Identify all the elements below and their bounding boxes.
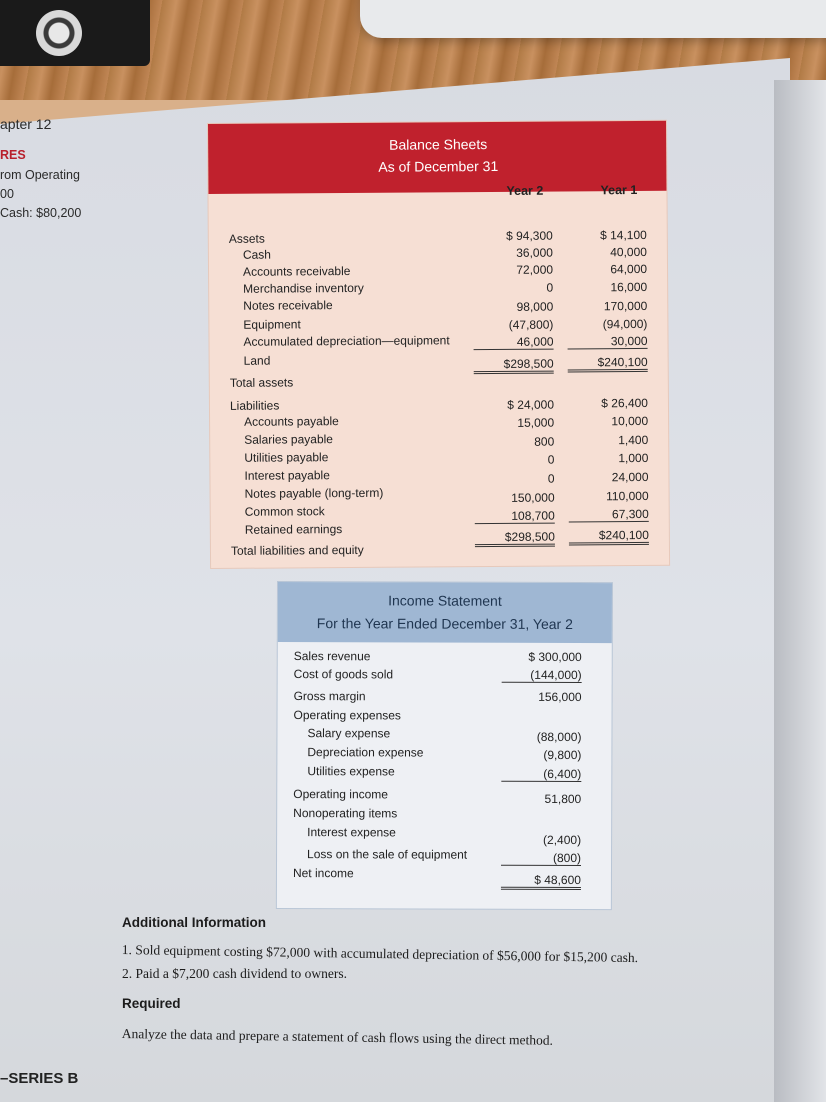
is-row-label: Loss on the sale of equipment	[307, 847, 468, 862]
asset-y2: 98,000	[516, 299, 554, 314]
income-statement-header	[278, 582, 612, 643]
balance-sheet	[208, 121, 669, 568]
is-row-label: Gross margin	[293, 689, 366, 704]
is-row-value: (144,000)	[502, 668, 582, 683]
is-row-label: Net income	[292, 866, 354, 881]
balance-sheet-title: Balance Sheets	[389, 136, 488, 153]
asset-label: Accounts receivable	[242, 264, 351, 279]
is-row-label: Operating expenses	[293, 708, 401, 723]
asset-y1: (94,000)	[602, 316, 648, 332]
asset-label: Cash	[242, 247, 271, 262]
is-row-label: Nonoperating items	[293, 806, 398, 821]
asset-y1: 64,000	[610, 261, 648, 277]
dial-icon	[36, 10, 82, 56]
asset-y2: $ 94,300	[506, 228, 553, 243]
liability-y2: $ 24,000	[507, 397, 555, 412]
col-header-year1: Year 1	[600, 183, 638, 198]
asset-y2: (47,800)	[508, 317, 554, 332]
asset-y1: 40,000	[610, 244, 647, 260]
asset-label: Land	[243, 353, 271, 368]
is-row-label: Depreciation expense	[307, 745, 424, 760]
balance-sheet-header	[208, 121, 666, 194]
is-row-value: 156,000	[538, 689, 582, 705]
liability-y1: 10,000	[611, 413, 649, 429]
is-row-value: (800)	[501, 851, 581, 866]
liability-label: Utilities payable	[244, 450, 329, 465]
liability-label: Notes payable (long-term)	[244, 485, 384, 501]
total-assets-label: Total assets	[229, 375, 294, 390]
asset-y2: 72,000	[516, 262, 554, 277]
liability-y1: 110,000	[606, 488, 649, 504]
is-row-value: (2,400)	[543, 832, 582, 848]
additional-info-item: 2. Paid a $7,200 cash dividend to owners.	[122, 966, 347, 981]
is-row-value: (6,400)	[501, 767, 581, 782]
liability-y2: 0	[547, 471, 555, 486]
chapter-label: apter 12	[0, 116, 52, 132]
asset-y1: $ 14,100	[600, 227, 647, 243]
income-statement-title: Income Statement	[388, 592, 502, 609]
is-row-value: (88,000)	[536, 729, 582, 745]
laptop-edge	[360, 0, 826, 38]
margin-line-00: 00	[0, 187, 14, 201]
liability-label: Common stock	[244, 504, 325, 519]
liability-y1: 24,000	[611, 469, 649, 485]
is-row-label: Interest expense	[307, 825, 396, 840]
is-row-value: $ 300,000	[528, 649, 582, 665]
asset-label: Equipment	[243, 317, 301, 332]
series-b-label: –SERIES B	[0, 1070, 79, 1087]
asset-label: Notes receivable	[243, 298, 333, 313]
liability-y1: 1,400	[618, 432, 649, 448]
is-row-value: 51,800	[544, 791, 582, 807]
liability-label: Retained earnings	[244, 522, 343, 537]
liability-label: Interest payable	[244, 468, 330, 483]
liability-y2: 800	[534, 434, 555, 449]
liability-y1: $ 26,400	[601, 395, 649, 411]
asset-y2: 46,000	[473, 335, 553, 351]
is-row-value: $ 48,600	[501, 873, 581, 890]
liability-y2: 15,000	[517, 415, 555, 430]
margin-from-operating: rom Operating	[0, 168, 80, 182]
total-assets-y2: $298,500	[474, 357, 554, 375]
additional-info-heading: Additional Information	[122, 915, 266, 930]
liability-label: Salaries payable	[244, 432, 333, 447]
liability-y1: 67,300	[569, 507, 649, 523]
income-statement-subtitle: For the Year Ended December 31, Year 2	[316, 615, 573, 633]
liabilities-heading: Liabilities	[229, 398, 280, 413]
total-le-label: Total liabilities and equity	[230, 542, 364, 558]
is-row-label: Salary expense	[307, 726, 391, 741]
required-heading: Required	[122, 996, 181, 1011]
required-text: Analyze the data and prepare a statement of cash flows using the direct method.	[121, 1026, 554, 1048]
device-corner	[0, 0, 150, 66]
asset-y1: 30,000	[567, 334, 647, 350]
is-row-label: Utilities expense	[307, 764, 395, 779]
liability-label: Accounts payable	[244, 414, 339, 429]
margin-res: RES	[0, 148, 26, 162]
total-le-y2: $298,500	[475, 530, 555, 548]
liability-y2: 150,000	[511, 490, 555, 505]
assets-heading: Assets	[228, 231, 265, 246]
is-row-label: Operating income	[293, 787, 389, 802]
is-row-label: Cost of goods sold	[293, 667, 394, 682]
liability-y2: 0	[547, 452, 555, 467]
is-row-value: (9,800)	[543, 747, 582, 763]
balance-sheet-subtitle: As of December 31	[378, 157, 499, 175]
asset-y2: 36,000	[516, 245, 553, 260]
col-header-year2: Year 2	[506, 183, 544, 198]
income-statement	[277, 582, 612, 909]
liability-y1: 1,000	[618, 450, 649, 466]
liability-y2: 108,700	[475, 509, 555, 525]
page-edge	[774, 80, 826, 1102]
is-row-label: Sales revenue	[293, 649, 371, 664]
additional-info-item: 1. Sold equipment costing $72,000 with accumulated depreciation of $56,000 for $15,200 cash.	[121, 942, 639, 966]
total-le-y1: $240,100	[569, 528, 649, 546]
margin-cash: Cash: $80,200	[0, 206, 82, 220]
asset-y1: 170,000	[603, 298, 648, 314]
asset-y2: 0	[546, 280, 554, 295]
total-assets-y1: $240,100	[568, 355, 648, 373]
asset-y1: 16,000	[610, 279, 648, 295]
asset-label: Merchandise inventory	[243, 280, 364, 296]
asset-label: Accumulated depreciation—equipment	[243, 333, 450, 349]
